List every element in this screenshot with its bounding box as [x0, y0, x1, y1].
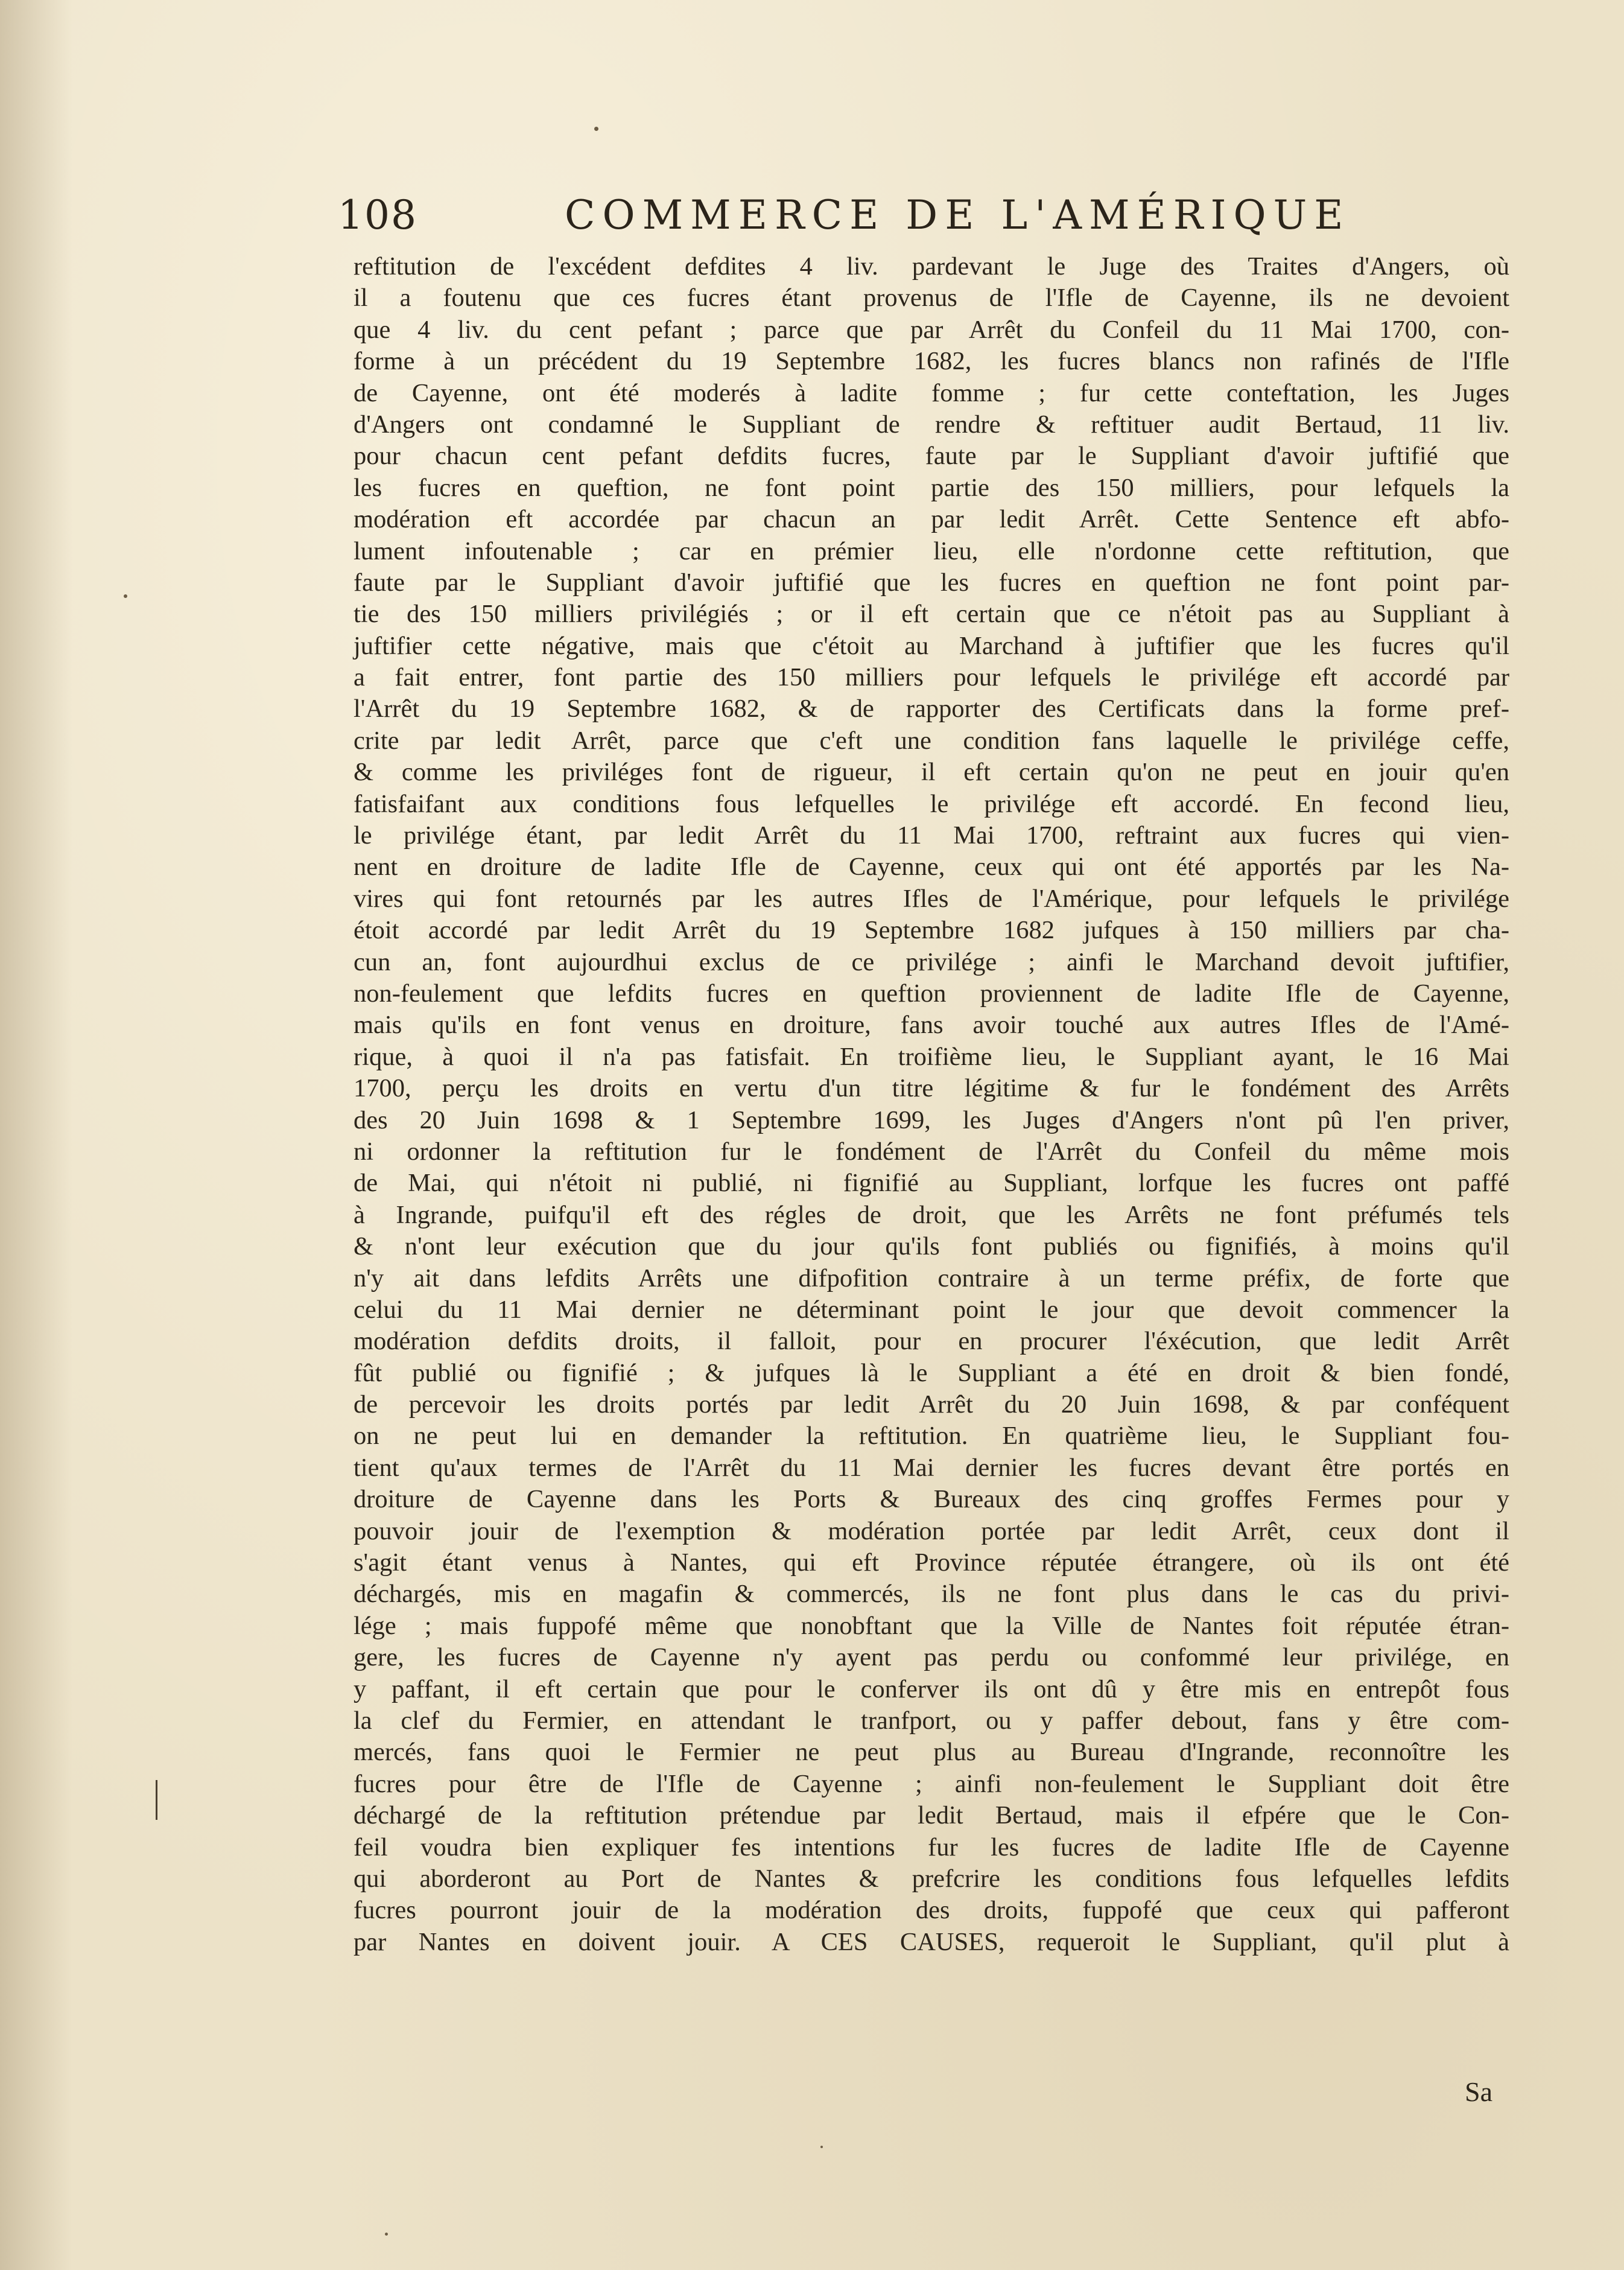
text-line: l'Arrêt du 19 Septembre 1682, & de rapporter des Certificats dans la forme pref-	[354, 695, 1509, 723]
text-line: tient qu'aux termes de l'Arrêt du 11 Mai dernier les fucres devant être portés en	[354, 1453, 1509, 1482]
text-line: a fait entrer, font partie des 150 milliers pour lefquels le privilége eft accordé par	[354, 663, 1509, 692]
text-line: étoit accordé par ledit Arrêt du 19 Septembre 1682 jufques à 150 milliers par cha-	[354, 916, 1509, 945]
text-line: faute par le Suppliant d'avoir juftifié que les fucres en queftion ne font point par-	[354, 568, 1509, 597]
text-line: à Ingrande, puifqu'il eft des régles de droit, que les Arrêts ne font préfumés tels	[354, 1200, 1509, 1229]
ink-speck	[385, 2233, 388, 2236]
text-line: tie des 150 milliers privilégiés ; or il eft certain que ce n'étoit pas au Suppliant à	[354, 600, 1509, 629]
text-line: droiture de Cayenne dans les Ports & Bureaux des cinq groffes Fermes pour y	[354, 1485, 1509, 1514]
text-line: il a foutenu que ces fucres étant provenus de l'Ifle de Cayenne, ils ne devoient	[354, 284, 1509, 313]
text-line: juftifier cette négative, mais que c'étoit au Marchand à juftifier que les fucres qu'il	[354, 631, 1509, 660]
text-line: n'y ait dans lefdits Arrêts une difpofition contraire à un terme préfix, de forte que	[354, 1264, 1509, 1292]
ink-speck	[594, 127, 598, 131]
page-header	[338, 192, 1375, 246]
ink-speck	[820, 2146, 823, 2148]
text-line: non-feulement que lefdits fucres en queftion proviennent de ladite Ifle de Cayenne,	[354, 979, 1509, 1008]
text-line: 1700, perçu les droits en vertu d'un titre légitime & fur le fondément des Arrêts	[354, 1074, 1509, 1103]
text-line: cun an, font aujourdhui exclus de ce privilége ; ainfi le Marchand devoit juftifier,	[354, 947, 1509, 976]
text-line: le privilége étant, par ledit Arrêt du 11 Mai 1700, reftraint aux fucres qui vien-	[354, 821, 1509, 850]
text-line: lége ; mais fuppofé même que nonobftant que la Ville de Nantes foit réputée étran-	[354, 1611, 1509, 1640]
text-line: d'Angers ont condamné le Suppliant de rendre & reftituer audit Bertaud, 11 liv.	[354, 410, 1509, 439]
text-line: mais qu'ils en font venus en droiture, fans avoir touché aux autres Ifles de l'Amé-	[354, 1011, 1509, 1040]
text-line: pouvoir jouir de l'exemption & modération portée par ledit Arrêt, ceux dont il	[354, 1516, 1509, 1545]
catchword: Sa	[1465, 2076, 1492, 2107]
text-line: déchargé de la reftitution prétendue par ledit Bertaud, mais il efpére que le Con-	[354, 1801, 1509, 1830]
text-line: nent en droiture de ladite Ifle de Cayenne, ceux qui ont été apportés par les Na-	[354, 853, 1509, 882]
text-line: de Mai, qui n'étoit ni publié, ni fignifié au Suppliant, lorfque les fucres ont paffé	[354, 1169, 1509, 1198]
text-line: des 20 Juin 1698 & 1 Septembre 1699, les Juges d'Angers n'ont pû l'en priver,	[354, 1105, 1509, 1134]
text-line: ni ordonner la reftitution fur le fondément de l'Arrêt du Confeil du même mois	[354, 1137, 1509, 1166]
ink-speck	[124, 594, 127, 598]
text-line: on ne peut lui en demander la reftitution. En quatrième lieu, le Suppliant fou-	[354, 1422, 1509, 1451]
running-head: COMMERCE DE L'AMÉRIQUE	[565, 192, 1351, 238]
text-line: les fucres en queftion, ne font point partie des 150 milliers, pour lefquels la	[354, 473, 1509, 502]
text-line: y paffant, il eft certain que pour le conferver ils ont dû y être mis en entrepôt fous	[354, 1674, 1509, 1703]
text-line: gere, les fucres de Cayenne n'y ayent pas perdu ou confommé leur privilége, en	[354, 1643, 1509, 1672]
text-line: par Nantes en doivent jouir. A CES CAUSES, requeroit le Suppliant, qu'il plut à	[354, 1927, 1509, 1956]
page-number: 108	[338, 192, 417, 238]
text-line: lument infoutenable ; car en prémier lieu, elle n'ordonne cette reftitution, que	[354, 536, 1509, 565]
text-line: de Cayenne, ont été moderés à ladite fomme ; fur cette conteftation, les Juges	[354, 378, 1509, 407]
text-line: & comme les priviléges font de rigueur, il eft certain qu'on ne peut en jouir qu'en	[354, 758, 1509, 787]
text-line: pour chacun cent pefant defdits fucres, faute par le Suppliant d'avoir juftifié que	[354, 442, 1509, 471]
text-line: fucres pourront jouir de la modération des droits, fuppofé que ceux qui pafferont	[354, 1896, 1509, 1925]
text-line: de percevoir les droits portés par ledit Arrêt du 20 Juin 1698, & par conféquent	[354, 1390, 1509, 1419]
text-line: modération eft accordée par chacun an par ledit Arrêt. Cette Sentence eft abfo-	[354, 505, 1509, 534]
text-line: mercés, fans quoi le Fermier ne peut plus au Bureau d'Ingrande, reconnoître les	[354, 1738, 1509, 1767]
text-line: crite par ledit Arrêt, parce que c'eft une condition fans laquelle le privilége ceffe,	[354, 726, 1509, 755]
text-line: & n'ont leur exécution que du jour qu'ils font publiés ou fignifiés, à moins qu'il	[354, 1232, 1509, 1261]
text-line: que 4 liv. du cent pefant ; parce que par Arrêt du Confeil du 11 Mai 1700, con-	[354, 315, 1509, 344]
text-line: fucres pour être de l'Ifle de Cayenne ; ainfi non-feulement le Suppliant doit être	[354, 1769, 1509, 1798]
text-line: fatisfaifant aux conditions fous lefquelles le privilége eft accordé. En fecond lieu,	[354, 789, 1509, 818]
text-line: s'agit étant venus à Nantes, qui eft Province réputée étrangere, où ils ont été	[354, 1548, 1509, 1577]
text-line: modération defdits droits, il falloit, pour en procurer l'éxécution, que ledit Arrêt	[354, 1327, 1509, 1356]
text-line: forme à un précédent du 19 Septembre 1682, les fucres blancs non rafinés de l'Ifle	[354, 347, 1509, 376]
text-line: vires qui font retournés par les autres Ifles de l'Amérique, pour lefquels le privilége	[354, 884, 1509, 913]
text-line: reftitution de l'excédent defdites 4 liv. pardevant le Juge des Traites d'Angers, où	[354, 252, 1509, 281]
margin-mark	[156, 1780, 157, 1820]
text-line: celui du 11 Mai dernier ne déterminant point le jour que devoit commencer la	[354, 1295, 1509, 1324]
text-line: feil voudra bien expliquer fes intentions fur les fucres de ladite Ifle de Cayenne	[354, 1833, 1509, 1861]
text-line: la clef du Fermier, en attendant le tranfport, ou y paffer debout, fans y être com-	[354, 1706, 1509, 1735]
text-line: fût publié ou fignifié ; & jufques là le Suppliant a été en droit & bien fondé,	[354, 1358, 1509, 1387]
body-text	[354, 251, 1509, 1958]
text-line: rique, à quoi il n'a pas fatisfait. En troifième lieu, le Suppliant ayant, le 16 Mai	[354, 1042, 1509, 1071]
text-line: qui aborderont au Port de Nantes & prefcrire les conditions fous lefquelles lefdits	[354, 1864, 1509, 1893]
binding-gutter-shadow	[0, 0, 72, 2270]
text-line: déchargés, mis en magafin & commercés, ils ne font plus dans le cas du privi-	[354, 1580, 1509, 1609]
